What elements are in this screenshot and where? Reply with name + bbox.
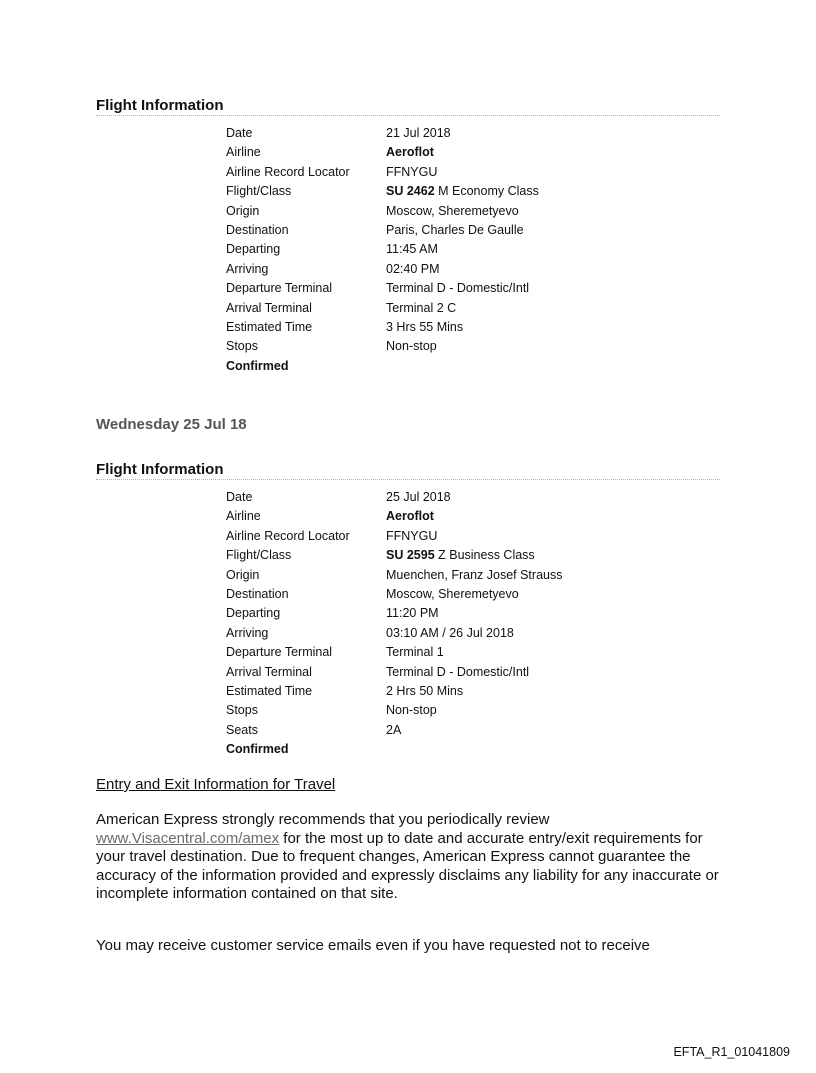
- destination-label: Destination: [226, 586, 289, 601]
- locator-value: FFNYGU: [386, 528, 438, 543]
- row-departing: [226, 240, 720, 259]
- flight-number: SU 2462: [386, 184, 435, 199]
- flight-info-table-1: [226, 124, 720, 376]
- flight-class-value: [386, 182, 720, 201]
- arriving-value: 02:40 PM: [386, 261, 440, 276]
- arriving-value: 03:10 AM / 26 Jul 2018: [386, 625, 514, 640]
- row-status: [226, 357, 720, 376]
- entry-exit-heading: Entry and Exit Information for Travel: [96, 776, 336, 793]
- arrival-terminal-label: Arrival Terminal: [226, 300, 312, 315]
- flight-info-title-2: Flight Information: [96, 461, 720, 480]
- arriving-label: Arriving: [226, 261, 269, 276]
- row-locator: [226, 163, 720, 182]
- date-value: 21 Jul 2018: [386, 126, 451, 140]
- seats-label: Seats: [226, 722, 258, 737]
- row-origin: [226, 566, 720, 585]
- date-value: 25 Jul 2018: [386, 490, 451, 504]
- estimated-time-label: Estimated Time: [226, 319, 313, 334]
- locator-label: Airline Record Locator: [226, 164, 350, 179]
- row-departure-terminal: [226, 279, 720, 298]
- destination-value: Moscow, Sheremetyevo: [386, 586, 519, 601]
- date-label: Date: [226, 126, 253, 140]
- row-arrival-terminal: [226, 663, 720, 682]
- locator-label: Airline Record Locator: [226, 528, 350, 543]
- entry-exit-paragraph: [96, 811, 726, 904]
- airline-label: Airline: [226, 145, 261, 160]
- status-confirmed: Confirmed: [226, 742, 289, 757]
- row-arriving: [226, 624, 720, 643]
- stops-value: Non-stop: [386, 703, 437, 718]
- day-heading: Wednesday 25 Jul 18: [96, 416, 247, 433]
- row-flight-class: [226, 182, 720, 201]
- flight-class-value: [386, 546, 720, 565]
- row-departing: [226, 604, 720, 623]
- stops-label: Stops: [226, 703, 258, 718]
- row-airline: [226, 143, 720, 162]
- departure-terminal-value: Terminal D - Domestic/Intl: [386, 281, 530, 296]
- row-seats: [226, 721, 720, 740]
- arriving-label: Arriving: [226, 625, 269, 640]
- arrival-terminal-value: Terminal 2 C: [386, 300, 457, 315]
- service-emails-paragraph: You may receive customer service emails even if you have requested not to receive: [96, 937, 650, 954]
- row-estimated-time: [226, 682, 720, 701]
- airline-value: Aeroflot: [386, 509, 434, 524]
- departure-terminal-value: Terminal 1: [386, 645, 444, 660]
- origin-label: Origin: [226, 203, 260, 218]
- row-status: [226, 740, 720, 759]
- departure-terminal-label: Departure Terminal: [226, 645, 333, 660]
- row-date: [226, 124, 720, 143]
- document-id: EFTA_R1_01041809: [673, 1045, 790, 1059]
- departing-value: 11:20 PM: [386, 606, 439, 621]
- flight-class-label: Flight/Class: [226, 184, 292, 199]
- row-destination: [226, 221, 720, 240]
- row-date: [226, 488, 720, 507]
- flight-info-table-2: [226, 488, 720, 759]
- estimated-time-value: 3 Hrs 55 Mins: [386, 319, 464, 334]
- locator-value: FFNYGU: [386, 164, 438, 179]
- departing-label: Departing: [226, 606, 281, 621]
- origin-label: Origin: [226, 567, 260, 582]
- row-arriving: [226, 260, 720, 279]
- class-value: M Economy Class: [434, 184, 539, 199]
- visacentral-link[interactable]: www.Visacentral.com/amex: [96, 829, 280, 847]
- flight-number: SU 2595: [386, 548, 435, 563]
- row-arrival-terminal: [226, 299, 720, 318]
- arrival-terminal-label: Arrival Terminal: [226, 664, 312, 679]
- class-value: Z Business Class: [434, 548, 535, 563]
- row-flight-class: [226, 546, 720, 565]
- stops-value: Non-stop: [386, 339, 437, 354]
- entry-exit-text-end: for the most up to date and accurate entry/exit requirements for your travel destination. Due to frequent changes, American Express cannot guarantee the accuracy of the information provided and expressly disclaims any liability for any inaccurate or incomplete information contained on that site.: [96, 829, 719, 903]
- row-stops: [226, 701, 720, 720]
- departure-terminal-label: Departure Terminal: [226, 281, 333, 296]
- airline-label: Airline: [226, 509, 261, 524]
- seats-value: 2A: [386, 722, 402, 737]
- date-label: Date: [226, 490, 253, 504]
- row-stops: [226, 337, 720, 356]
- arrival-terminal-value: Terminal D - Domestic/Intl: [386, 664, 530, 679]
- origin-value: Moscow, Sheremetyevo: [386, 203, 519, 218]
- destination-label: Destination: [226, 222, 289, 237]
- row-airline: [226, 507, 720, 526]
- row-departure-terminal: [226, 643, 720, 662]
- entry-exit-text-start: American Express strongly recommends that you periodically review: [96, 811, 550, 828]
- row-origin: [226, 202, 720, 221]
- status-confirmed: Confirmed: [226, 358, 289, 373]
- departing-value: 11:45 AM: [386, 242, 438, 257]
- airline-value: Aeroflot: [386, 145, 434, 160]
- row-locator: [226, 527, 720, 546]
- flight-info-title-1: Flight Information: [96, 97, 720, 116]
- flight-class-label: Flight/Class: [226, 548, 292, 563]
- destination-value: Paris, Charles De Gaulle: [386, 222, 524, 237]
- estimated-time-label: Estimated Time: [226, 683, 313, 698]
- estimated-time-value: 2 Hrs 50 Mins: [386, 683, 464, 698]
- stops-label: Stops: [226, 339, 258, 354]
- row-estimated-time: [226, 318, 720, 337]
- origin-value: Muenchen, Franz Josef Strauss: [386, 567, 563, 582]
- row-destination: [226, 585, 720, 604]
- departing-label: Departing: [226, 242, 281, 257]
